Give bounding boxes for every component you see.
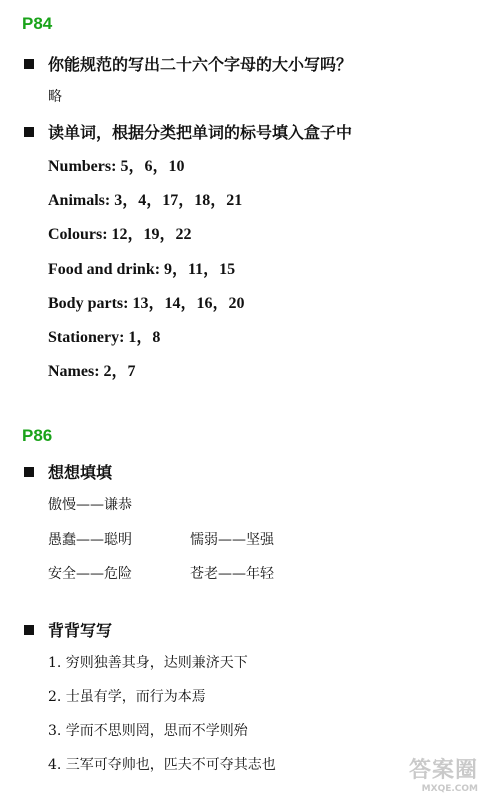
question-heading-text: 背背写写	[48, 621, 113, 640]
page-label-p86: P86	[22, 426, 53, 445]
bullet-square-icon	[24, 625, 34, 635]
question-heading-text: 你能规范的写出二十六个字母的大小写吗？	[48, 55, 353, 74]
category-answer-line: Colours: 12，19，22	[48, 226, 192, 243]
answer-text: 略	[48, 89, 62, 105]
category-answer-line: Food and drink: 9，11，15	[48, 261, 236, 278]
antonym-pair: 苍老——年轻	[190, 566, 274, 582]
question-heading-antonyms	[24, 460, 112, 483]
category-answer-line: Numbers: 5，6，10	[48, 158, 185, 175]
antonym-pair: 傲慢——谦恭	[48, 497, 132, 513]
recite-line: 2. 士虽有学，而行为本焉	[48, 689, 206, 705]
watermark-title: 答案圈	[408, 758, 478, 783]
antonym-pair: 安全——危险	[48, 566, 132, 582]
category-answer-line: Animals: 3，4，17，18，21	[48, 192, 243, 209]
bullet-square-icon	[24, 59, 34, 69]
antonym-pair: 懦弱——坚强	[190, 532, 274, 548]
question-heading-letters	[24, 52, 352, 75]
recite-line: 3. 学而不思则罔，思而不学则殆	[48, 723, 248, 739]
category-answer-line: Stationery: 1，8	[48, 329, 161, 346]
bullet-square-icon	[24, 127, 34, 137]
question-heading-text: 读单词，根据分类把单词的标号填入盒子中	[48, 123, 353, 142]
category-answer-line: Body parts: 13，14，16，20	[48, 295, 245, 312]
question-heading-text: 想想填填	[48, 463, 113, 482]
watermark-logo	[409, 753, 478, 794]
page-label-p84: P84	[22, 14, 53, 33]
recite-line: 4. 三军可夺帅也，匹夫不可夺其志也	[48, 757, 276, 773]
question-heading-categories	[24, 120, 352, 143]
antonym-pair: 愚蠢——聪明	[48, 532, 132, 548]
bullet-square-icon	[24, 467, 34, 477]
question-heading-recite	[24, 618, 112, 641]
recite-line: 1. 穷则独善其身，达则兼济天下	[48, 655, 248, 671]
watermark-url: MXQE.COM	[421, 784, 478, 794]
category-answer-line: Names: 2，7	[48, 363, 136, 380]
